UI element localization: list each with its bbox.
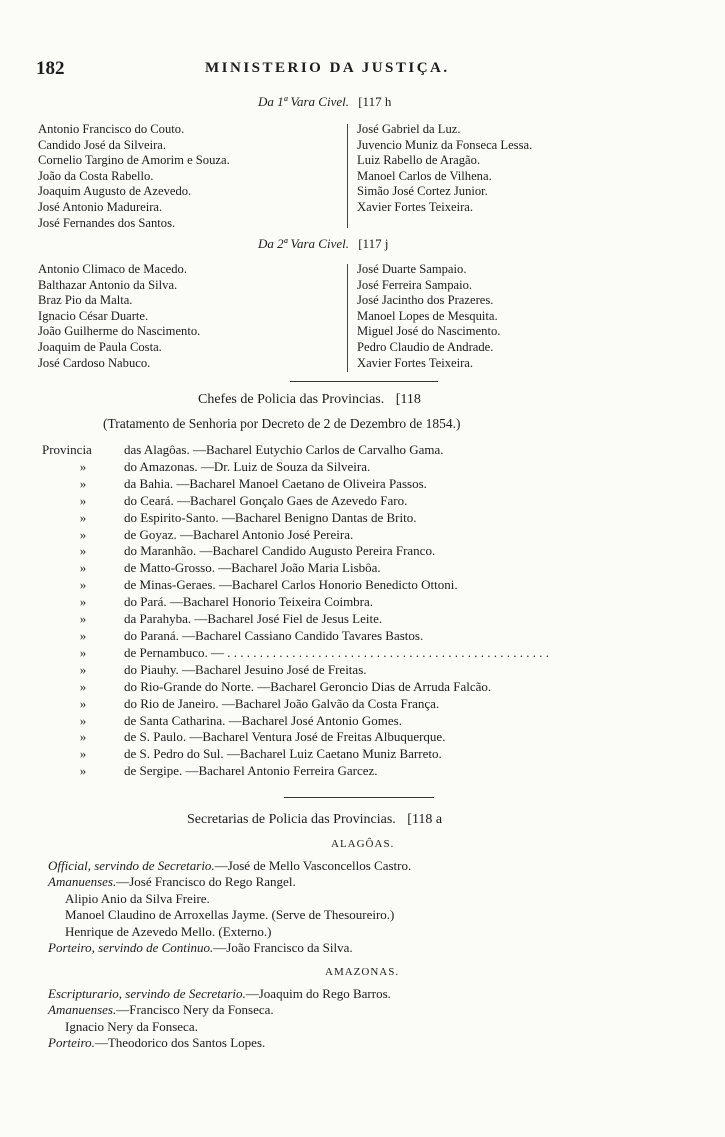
ditto-mark: » [79, 678, 87, 694]
list-item [42, 611, 549, 628]
ditto-mark: » [79, 543, 87, 559]
list-item-text: do Pará. —Bacharel Honorio Teixeira Coimbra. [124, 594, 374, 610]
vara1-left-column [38, 122, 230, 231]
staff-name: —Francisco Nery da Fonseca. [116, 1002, 274, 1018]
name-entry: Luiz Rabello de Aragão. [357, 153, 481, 168]
role-label: Amanuenses. [48, 1002, 117, 1018]
secretarias-heading: Secretarias de Policia das Provincias. [187, 812, 396, 827]
ditto-mark: » [79, 509, 87, 525]
list-item [42, 442, 549, 459]
list-item-text: das Alagôas. —Bacharel Eutychio Carlos de Carvalho Gama. [124, 442, 444, 457]
ditto-mark: » [79, 458, 87, 474]
staff-line: Ignacio Nery da Fonseca. [65, 1018, 198, 1034]
list-item [42, 628, 549, 645]
staff-name: —José de Mello Vasconcellos Castro. [214, 858, 412, 873]
provincia-label: Provincia [42, 442, 92, 457]
chefes-list [42, 442, 549, 780]
ditto-mark: » [79, 475, 87, 491]
ditto-mark: » [79, 611, 87, 627]
vara1-right-column [357, 122, 532, 216]
name-entry: Juvencio Muniz da Fonseca Lessa. [357, 137, 533, 152]
name-entry: Joaquim Augusto de Azevedo. [38, 184, 192, 199]
alagoas-title: ALAGÔAS. [331, 838, 395, 850]
list-item [42, 560, 549, 577]
role-label: Porteiro, servindo de Continuo. [48, 940, 214, 956]
staff-name: —Theodorico dos Santos Lopes. [94, 1035, 266, 1051]
ditto-mark: » [79, 729, 87, 745]
staff-line [48, 874, 411, 890]
name-entry: Balthazar Antonio da Silva. [38, 277, 178, 292]
list-item [42, 679, 549, 696]
ditto-mark: » [79, 594, 87, 610]
list-item-text: do Rio-Grande do Norte. —Bacharel Geroncio Dias de Arruda Falcão. [124, 678, 492, 694]
name-entry: José Cardoso Nabuco. [38, 355, 151, 370]
list-item-text: do Paraná. —Bacharel Cassiano Candido Tavares Bastos. [124, 627, 424, 643]
list-item-text: da Bahia. —Bacharel Manoel Caetano de Oliveira Passos. [124, 475, 427, 491]
name-entry: Antonio Climaco de Macedo. [38, 262, 187, 276]
column-divider [347, 124, 348, 228]
list-item [42, 577, 549, 594]
section-rule [290, 381, 438, 382]
role-label: Escripturario, servindo de Secretario. [48, 986, 246, 1001]
list-item [42, 763, 549, 780]
ditto-mark: » [79, 526, 87, 542]
ditto-mark: » [79, 695, 87, 711]
list-item-text: do Rio de Janeiro. —Bacharel João Galvão da Costa França. [124, 695, 440, 711]
secretarias-heading-row [187, 812, 442, 828]
list-item [42, 662, 549, 679]
ditto-mark: » [79, 577, 87, 593]
name-entry: José Duarte Sampaio. [357, 262, 467, 276]
vara1-heading: Da 1ª Vara Civel. [258, 94, 349, 109]
name-entry: Manoel Carlos de Vilhena. [357, 168, 492, 183]
list-item [42, 594, 549, 611]
name-entry: José Antonio Madureira. [38, 199, 163, 214]
list-item [42, 527, 549, 544]
list-item-text: de Matto-Grosso. —Bacharel João Maria Lisbôa. [124, 560, 381, 576]
list-item-text: de S. Pedro do Sul. —Bacharel Luiz Caetano Muniz Barreto. [124, 746, 442, 762]
name-entry: João da Costa Rabello. [38, 168, 154, 183]
vara2-heading-row [258, 236, 388, 252]
staff-line [48, 1035, 391, 1051]
ditto-mark: » [79, 763, 87, 779]
chefes-note: (Tratamento de Senhoria por Decreto de 2 de Dezembro de 1854.) [103, 416, 461, 431]
name-entry: Braz Pio da Malta. [38, 293, 133, 308]
name-entry: Xavier Fortes Teixeira. [357, 199, 474, 214]
page-number: 182 [36, 58, 65, 79]
name-entry: Candido José da Silveira. [38, 137, 167, 152]
staff-line [48, 986, 391, 1002]
staff-line: Henrique de Azevedo Mello. (Externo.) [65, 923, 272, 939]
role-label: Amanuenses. [48, 874, 117, 890]
name-entry: Pedro Claudio de Andrade. [357, 339, 494, 354]
ditto-mark: » [79, 627, 87, 643]
list-item-text: de Santa Catharina. —Bacharel José Antonio Gomes. [124, 712, 402, 728]
ditto-mark: » [79, 644, 87, 660]
list-item-text: de Pernambuco. — . . . . . . . . . . . . . . . . . . . . . . . . . . . . . . . . . . . . . . . . . . . . . . . . . . [124, 644, 550, 660]
list-item-text: do Amazonas. —Dr. Luiz de Souza da Silveira. [124, 458, 371, 474]
vara2-left-column [38, 262, 200, 371]
section-rule [284, 797, 434, 798]
vara2-ref: [117 j [358, 236, 389, 251]
ditto-mark: » [79, 492, 87, 508]
name-entry: Simão José Cortez Junior. [357, 184, 488, 199]
staff-line [48, 940, 411, 956]
name-entry: Xavier Fortes Teixeira. [357, 355, 474, 370]
list-item [42, 459, 549, 476]
staff-line: Alipio Anio da Silva Freire. [65, 890, 210, 906]
name-entry: José Jacintho dos Prazeres. [357, 293, 494, 308]
role-label: Official, servindo de Secretario. [48, 858, 215, 873]
list-item [42, 476, 549, 493]
name-entry: Manoel Lopes de Mesquita. [357, 308, 498, 323]
staff-line: Manoel Claudino de Arroxellas Jayme. (Serve de Thesoureiro.) [65, 907, 395, 923]
list-item-text: de Goyaz. —Bacharel Antonio José Pereira. [124, 526, 354, 542]
list-item [42, 746, 549, 763]
vara2-heading: Da 2ª Vara Civel. [258, 236, 349, 251]
name-entry: Cornelio Targino de Amorim e Souza. [38, 153, 230, 168]
ditto-mark: » [79, 560, 87, 576]
list-item [42, 729, 549, 746]
staff-line [48, 858, 411, 874]
staff-line [48, 1002, 391, 1018]
list-item [42, 713, 549, 730]
secretarias-ref: [118 a [407, 812, 443, 827]
ditto-mark: » [79, 712, 87, 728]
list-item-text: do Piauhy. —Bacharel Jesuino José de Freitas. [124, 661, 367, 677]
name-entry: José Ferreira Sampaio. [357, 277, 473, 292]
chefes-heading-row [198, 392, 421, 408]
list-item [42, 510, 549, 527]
running-head: MINISTERIO DA JUSTIÇA. [205, 60, 450, 76]
vara2-right-column [357, 262, 500, 371]
ditto-mark: » [79, 746, 87, 762]
staff-name: —José Francisco do Rego Rangel. [116, 874, 296, 890]
list-item-text: da Parahyba. —Bacharel José Fiel de Jesus Leite. [124, 611, 383, 627]
name-entry: José Fernandes dos Santos. [38, 215, 176, 230]
name-entry: João Guilherme do Nascimento. [38, 324, 201, 339]
list-item [42, 493, 549, 510]
list-item-text: de S. Paulo. —Bacharel Ventura José de Freitas Albuquerque. [124, 729, 446, 745]
name-entry: Joaquim de Paula Costa. [38, 339, 162, 354]
name-entry: Antonio Francisco do Couto. [38, 122, 185, 136]
name-entry: Miguel José do Nascimento. [357, 324, 501, 339]
vara1-heading-row [258, 94, 391, 110]
column-divider [347, 264, 348, 372]
alagoas-staff [48, 858, 411, 956]
list-item-text: de Minas-Geraes. —Bacharel Carlos Honorio Benedicto Ottoni. [124, 577, 458, 593]
staff-name: —Joaquim do Rego Barros. [245, 986, 391, 1001]
name-entry: José Gabriel da Luz. [357, 122, 461, 136]
chefes-heading: Chefes de Policia das Provincias. [198, 392, 385, 407]
list-item-text: do Maranhão. —Bacharel Candido Augusto Pereira Franco. [124, 543, 436, 559]
list-item [42, 645, 549, 662]
staff-name: —João Francisco da Silva. [213, 940, 353, 956]
amazonas-title: AMAZONAS. [325, 966, 400, 978]
list-item-text: do Espirito-Santo. —Bacharel Benigno Dantas de Brito. [124, 509, 417, 525]
list-item-text: do Ceará. —Bacharel Gonçalo Gaes de Azevedo Faro. [124, 492, 408, 508]
vara1-ref: [117 h [358, 94, 392, 109]
list-item [42, 543, 549, 560]
chefes-ref: [118 [395, 392, 421, 407]
list-item-text: de Sergipe. —Bacharel Antonio Ferreira Garcez. [124, 763, 378, 779]
list-item [42, 696, 549, 713]
name-entry: Ignacio César Duarte. [38, 308, 149, 323]
amazonas-staff [48, 986, 391, 1052]
ditto-mark: » [79, 661, 87, 677]
role-label: Porteiro. [48, 1035, 95, 1051]
